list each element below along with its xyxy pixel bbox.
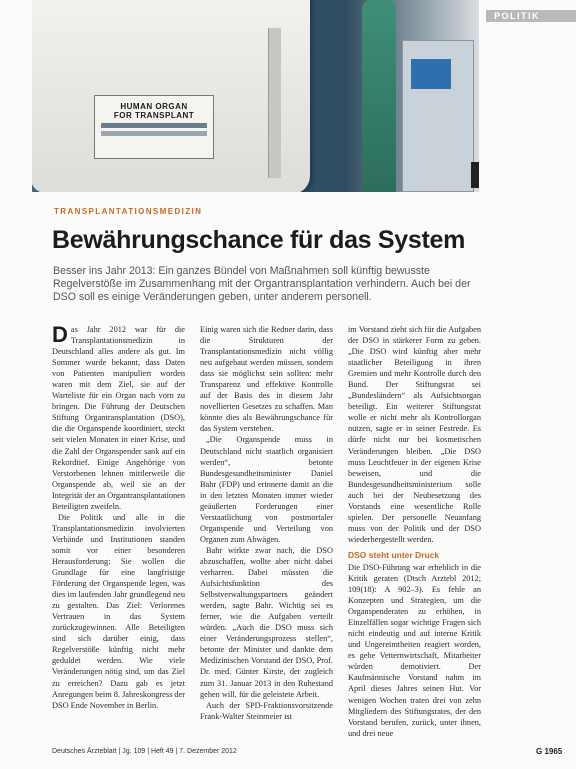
header-photo: [32, 0, 479, 192]
article-lede: Besser ins Jahr 2013: Ein ganzes Bündel von Maßnahmen soll künftig bewusste Regelverstöße im Zusammenhang mit der Organtransplantation verhindern. Auch bei der DSO soll es einige Veränderungen geben, unter anderem personell.: [53, 265, 471, 303]
paragraph: Die Politik und alle in die Transplantationsmedizin involvierten Verbände und Institutionen standen somit vor einer besonderen Herausforderung: Sie wollen die Grundlage für eine langfristige Förderung der Organspende legen, was dies im laufenden Jahr grundlegend neu zu gestalten. Das Ziel: Verlorenes Vertrauen in das System zurückzugewinnen. Alle Beteiligten sind sich darüber einig, dass Regelverstöße künftig nicht mehr geduldet werden. Wie viele Veränderungen nötig sind, um das Ziel zu erreichen? Dazu gab es jetzt Anregungen beim 8. Jahreskongress der DSO Ende November in Berlin.: [52, 512, 185, 710]
drop-cap: D: [52, 322, 68, 347]
column-1: [52, 324, 185, 711]
column-2: [200, 324, 333, 722]
article-body: [52, 324, 482, 742]
page-number: G 1965: [536, 747, 563, 756]
paragraph: as Jahr 2012 war für die Transplantationsmedizin in Deutschland alles andere als gut. Im Sommer wurde bekannt, dass Daten von Patienten manipuliert worden waren mit dem Ziel, sie auf der Warteliste für ein Organ nach vorn zu bringen. Die Führung der Deutschen Stiftung Organtransplantation (DSO), die die Organspende koordiniert, steckt seit vielen Monaten in einer Krise, und die Zahl der Organspender sank auf ein Rekordtief. Einige Angehörige von Verstorbenen lehnen mittlerweile die Organspende ab, weil sie an der Integrität der an Organtransplantationen Beteiligten zweifeln.: [52, 325, 185, 511]
organ-label-line1: HUMAN ORGAN: [120, 102, 188, 111]
column-3: [348, 324, 481, 739]
paragraph: „Die Organspende muss in Deutschland nicht staatlich organisiert werden“, betonte Bundesgesundheitsminister Daniel Bahr (FDP) und erinnerte damit an die in den letzten Monaten immer wieder geäußerten Forderungen einer Verstaatlichung von postmortaler Organspende und Verteilung von Organen zum Abwägen.: [200, 435, 333, 544]
section-subhead: DSO steht unter Druck: [348, 549, 440, 560]
article-kicker: TRANSPLANTATIONSMEDIZIN: [54, 207, 203, 216]
section-label: POLITIK: [486, 10, 576, 22]
paragraph: Die DSO-Führung war erheblich in die Kritik geraten (Dtsch Arztebl 2012; 109(18): A 902–3). Es fehle an Konzepten und Strategien, um die Organspenderaten zu erhöhen, in Einzelfällen sogar wichtige Fragen sich nicht eindeutig und auf interne Kritik und Ungereimtheiten reagiert worden, es gebe Vetternwirtschaft, Mitarbeiter würden demotiviert. Der Kaufmännische Vorstand nahm im April dieses Jahres seinen Hut. Vor wenigen Wochen traten drei von zehn Mitgliedern des Stiftungsrates, der den Vorstand berufen, zurück, unter ihnen, und drei neue: [348, 562, 481, 738]
paragraph: Bahr wirkte zwar nach, die DSO abzuschaffen, wollte aber nicht dabei verharren. Dabei müssten die Aufsichtsfunktion des Selbstverwaltungspartners geändert werden, sagte Bahr. Wichtig sei es ferner, wie die Aufgaben verteilt würden. „Auch die DSO muss sich einer Veränderungsprozess stellen“, betonte der Minister und dankte dem Medizinischen Vorstand der DSO, Prof. Dr. med. Günter Kirste, der zugleich zum 31. Januar 2013 in den Ruhestand gehen will, für die geleistete Arbeit.: [200, 545, 333, 699]
organ-box-label: [94, 95, 214, 159]
photo-credit-mark: [471, 162, 479, 188]
surgeon-figure: [362, 0, 396, 192]
paragraph: Einig waren sich die Redner darin, dass die Strukturen der Transplantationsmedizin nicht völlig neu aufgebaut werden müssen, sondern dass sie möglichst sein sollten: mehr Transparenz und effektive Kontrolle auf der Basis des in diesem Jahr novellierten Gesetzes zu schaffen. Man könnte dies als Bewährungschance für das System verstehen.: [200, 325, 333, 434]
organ-label-line2: FOR TRANSPLANT: [113, 111, 195, 120]
article-headline: Bewährungschance für das System: [52, 226, 466, 254]
medical-monitor: [402, 40, 474, 192]
paragraph: im Vorstand zieht sich für die Aufgaben der DSO in stärkerer Form zu geben. „Die DSO wird künftig aber mehr staatlicher Beteiligung in ihren Gremien und mehr Kontrolle durch den Bund. Der Stiftungsrat sei „Bundesländern“ als Aufsichtsorgan beteiligt. Ein weiterer Stiftungsrat wolle er nicht mehr als Kontrollorgan nutzen, sagte er in seiner Festrede. Es dürfe nicht nur bei kosmetischen Veränderungen bleiben. „Die DSO muss Leuchtfeuer in der eigenen Krise beweisen, und die Bundesgesundheitsministerium solle auch bei der Neubesetzung des Vorstands eine wesentliche Rolle spielen. Der personelle Neuanfang muss von der Politik und der DSO wiederhergestellt werden.: [348, 325, 481, 544]
paragraph: Auch der SPD-Fraktionsvorsitzende Frank-Walter Steinmeier ist: [200, 700, 333, 721]
box-strap: [268, 28, 281, 178]
journal-citation: Deutsches Ärzteblatt | Jg. 109 | Heft 49 | 7. Dezember 2012: [52, 748, 237, 755]
